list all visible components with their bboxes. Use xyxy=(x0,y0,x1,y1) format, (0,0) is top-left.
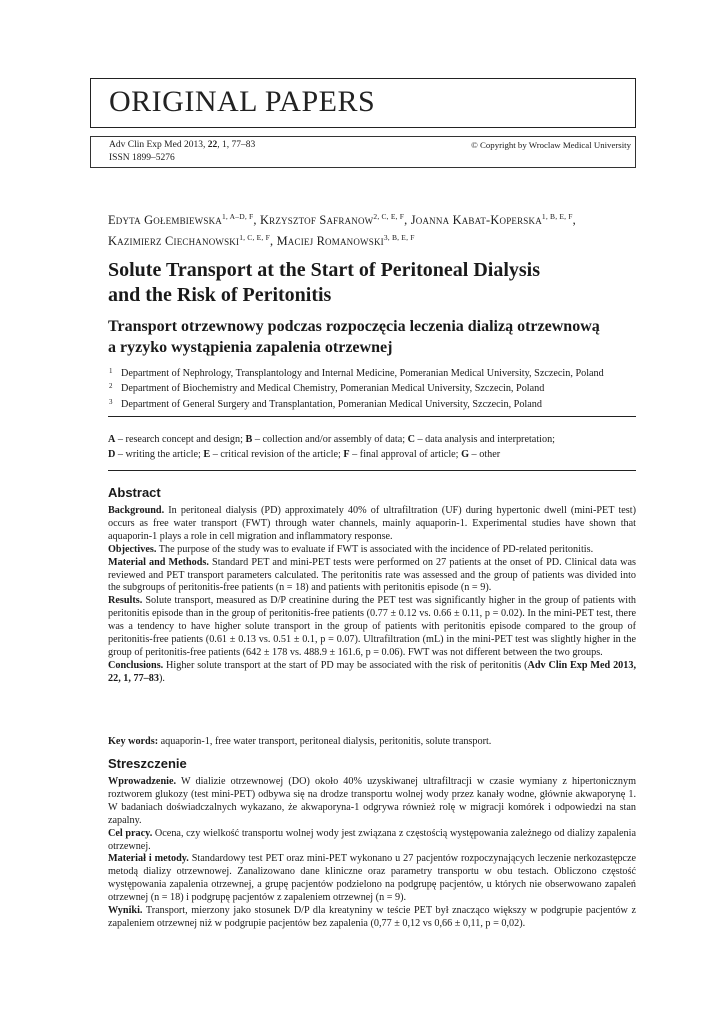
author-name: Joanna Kabat-Koperska xyxy=(410,213,542,227)
author-name: Maciej Romanowski xyxy=(276,234,384,248)
copyright-notice: © Copyright by Wroclaw Medical University xyxy=(471,140,631,150)
streszczenie-heading: Streszczenie xyxy=(108,756,187,771)
abstract-citation: Adv Clin Exp Med 2013, 22, 1, 77–83 xyxy=(108,659,636,684)
abstract-conclusions: Conclusions. Higher solute transport at the start of PD may be associated with the risk of peritonitis (Adv Clin Exp Med 2013, 22, 1, 77–83). xyxy=(108,659,636,684)
streszczenie-cel: Cel pracy. Ocena, czy wielkość transportu wolnej wody jest związana z częstością występowania zależnego od dializy zapalenia otrzewnej. xyxy=(108,827,637,852)
keywords: Key words: aquaporin-1, free water transport, peritoneal dialysis, peritonitis, solute transport. xyxy=(108,736,492,747)
author-name: Kazimierz Ciechanowski xyxy=(108,234,240,248)
affiliation-item: 1 Department of Nephrology, Transplantology and Internal Medicine, Pomeranian Medical University, Szczecin, Poland xyxy=(109,367,604,379)
abstract-objectives: Objectives. The purpose of the study was to evaluate if FWT is associated with the incidence of PD-related peritonitis. xyxy=(108,543,594,555)
author-name: Krzysztof Safranow xyxy=(259,213,374,227)
author-affiliation-sup: 1, B, E, F xyxy=(541,212,573,221)
section-divider xyxy=(108,416,636,417)
affiliation-list xyxy=(108,366,648,412)
abstract-methods: Material and Methods. Standard PET and mini-PET tests were performed on 27 patients at the onset of PD. Clinical data was reviewed and PET transport parameters calculated. The peritonitis rate was assessed and the group of patients was divided into the subgroups of peritonitis-free patients (n = 18) and patients with peritonitis episode (n = 9). xyxy=(108,556,636,594)
article-title-english: Solute Transport at the Start of Peritoneal Dialysis and the Risk of Peritonitis xyxy=(108,259,541,306)
author-list: Edyta Gołembiewska$^{1, A-D, F}$, Krzysztof Safranow$^{2, C, E, F}$, Joanna Kabat-Koperska$^{1, B, E, F}$, Kazimierz Ciechanowski$^{1, C, E, F}$, Maciej Romanowski$^{3, B, E, F}$ xyxy=(108,212,576,248)
section-banner xyxy=(90,78,636,128)
author-affiliation-sup: 1, C, E, F xyxy=(239,233,270,242)
journal-citation: Adv Clin Exp Med 2013, 22, 1, 77–83 xyxy=(109,140,256,150)
journal-issn: ISSN 1899–5276 xyxy=(109,153,175,163)
abstract-background: Background. In peritoneal dialysis (PD) approximately 40% of ultrafiltration (UF) during hypertonic dwell (mini-PET test) occurs as free water transport (FWT) through water channels, mainly aquaporin-1. Experimental studies have shown that aquaporin-1 plays a role in cell migration and inflammatory response. xyxy=(108,505,636,542)
author-affiliation-sup: 2, C, E, F xyxy=(373,212,405,221)
author-name: Edyta Gołembiewska xyxy=(108,213,222,227)
journal-info-box xyxy=(90,136,636,168)
abstract-heading: Abstract xyxy=(108,485,161,500)
streszczenie-wyniki: Wyniki. Transport, mierzony jako stosunek D/P dla kreatyniny w teście PET był znacząco większy w podgrupie pacjentów z zapaleniem otrzewnej niż w podgrupie pacjentów bez zapalenia (0,77 ± 0,12 vs 0,66 ± 0,11, p = 0,02). xyxy=(108,905,636,929)
affiliation-item: 3 Department of General Surgery and Transplantation, Pomeranian Medical University, Szczecin, Poland xyxy=(109,397,542,410)
streszczenie-body xyxy=(108,776,636,931)
affiliation-item: 2 Department of Biochemistry and Medical Chemistry, Pomeranian Medical University, Szczecin, Poland xyxy=(109,382,545,395)
abstract-body xyxy=(108,505,636,686)
author-affiliation-sup: 3, B, E, F xyxy=(383,233,415,242)
streszczenie-material: Materiał i metody. Standardowy test PET oraz mini-PET wykonano u 27 pacjentów rozpoczynających leczenie nerkozastępcze metodą dializy otrzewnowej. Zanalizowano dane kliniczne oraz parametry transportu w obu testach. Obliczono częstość występowania zapalenia otrzewnej, a grupę pacjentów podzielono na podgrupę pacjentów, u których nie obserwowano zapaleń otrzewnej (n = 18) i podgrupę pacjentów z zapaleniem otrzewnej (n = 9). xyxy=(108,853,637,904)
article-title-polish: Transport otrzewnowy podczas rozpoczęcia leczenia dializą otrzewnową a ryzyko wystąpienia zapalenia otrzewnej xyxy=(108,318,600,356)
abstract-results: Results. Solute transport, measured as D/P creatinine during the PET test was significantly higher in the group of patients with peritonitis episode than in the group of peritonitis-free patients (0.77 ± 0.12 vs. 0.66 ± 0.11, p = 0.02). In the mini-PET test, there was a tendency to have higher solute transport in the group of patients with peritonitis episode compared to the group of peritonitis-free patients (0.61 ± 0.13 vs. 0.51 ± 0.1, p = 0.07). Ultrafiltration (mL) in the mini-PET test was slightly higher in the group of peritonitis-free patients (642 ± 178 vs. 488.9 ± 161.6, p = 0.06). FWT was not different between the two groups. xyxy=(108,595,636,658)
author-contributions: A – research concept and design; B – collection and/or assembly of data; C – data analysis and interpretation; D – writing the article; E – critical revision of the article; F – final approval of article; G – other xyxy=(108,434,556,461)
author-affiliation-sup: 1, A–D, F xyxy=(221,212,254,221)
section-divider xyxy=(108,470,636,471)
section-banner-text: ORIGINAL PAPERS xyxy=(109,85,376,118)
streszczenie-wprowadzenie: Wprowadzenie. W dializie otrzewnowej (DO) około 40% uzyskiwanej ultrafiltracji w czasie wymiany z hipertonicznym roztworem glukozy (test mini-PET) odbywa się na drodze transportu wolnej wody przez kanały wodne, głównie akwaporynę 1. W badaniach doświadczalnych wykazano, że akwaporyna-1 odgrywa również rolę w migracji komórek i odpowiedzi na stan zapalny. xyxy=(108,776,636,826)
journal-volume: 22 xyxy=(207,140,218,150)
